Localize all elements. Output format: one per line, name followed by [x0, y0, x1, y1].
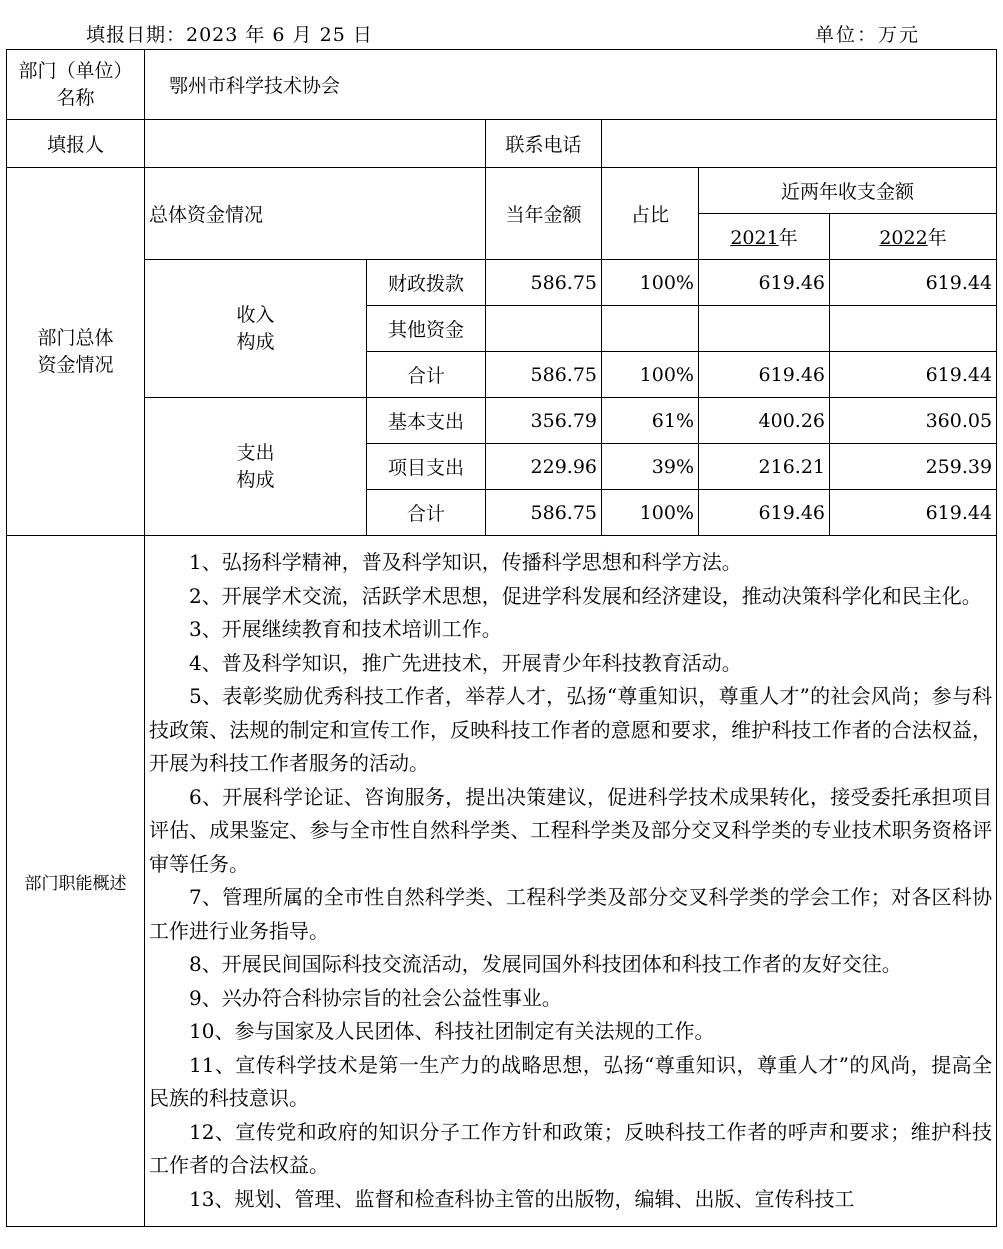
- function-item: 3、开展继续教育和技术培训工作。: [189, 617, 502, 641]
- current-amount-header: 当年金额: [486, 168, 602, 260]
- row-2021[interactable]: 619.46: [699, 260, 830, 306]
- function-text[interactable]: [145, 536, 997, 1227]
- row-name: 财政拨款: [367, 260, 486, 306]
- dept-label-cell: [7, 50, 145, 120]
- row-ratio[interactable]: 100%: [602, 260, 699, 306]
- function-item: 7、管理所属的全市性自然科学类、工程科学类及部分交叉科学类的学会工作；对各区科协工作进行业务指导。: [149, 885, 993, 943]
- row-2022[interactable]: 259.39: [830, 444, 997, 490]
- row-2021[interactable]: 216.21: [699, 444, 830, 490]
- row-2022[interactable]: 619.44: [830, 352, 997, 398]
- row-2022[interactable]: [830, 306, 997, 352]
- row-2022[interactable]: 619.44: [830, 490, 997, 536]
- row-ratio[interactable]: 61%: [602, 398, 699, 444]
- income-group-label: [145, 260, 367, 398]
- unit-label: 单位：万元: [815, 24, 921, 46]
- function-item: 10、参与国家及人民团体、科技社团制定有关法规的工作。: [189, 1019, 715, 1043]
- row-2022[interactable]: 619.44: [830, 260, 997, 306]
- function-label: 部门职能概述: [7, 536, 145, 1227]
- fund-section-label-line2: 资金情况: [37, 353, 114, 376]
- year-2021-header: [699, 214, 830, 260]
- dept-label-line2: 名称: [56, 86, 95, 109]
- function-item: 6、开展科学论证、咨询服务，提出决策建议，促进科学技术成果转化，接受委托承担项目评估、成果鉴定、参与全市性自然科学类、工程科学类及部分交叉科学类的专业技术职务资格评审等任务。: [149, 784, 993, 876]
- year-unit: 年: [778, 227, 798, 249]
- year-2022: 2022: [879, 227, 928, 249]
- row-amount[interactable]: 586.75: [486, 260, 602, 306]
- row-ratio[interactable]: [602, 306, 699, 352]
- fund-section-label: [7, 168, 145, 536]
- row-name: 基本支出: [367, 398, 486, 444]
- ratio-header: 占比: [602, 168, 699, 260]
- year-2022-header: [830, 214, 997, 260]
- dept-label-line1: 部门（单位）: [18, 59, 133, 82]
- row-amount[interactable]: 586.75: [486, 352, 602, 398]
- row-name: 合计: [367, 352, 486, 398]
- overall-fund-label: 总体资金情况: [145, 168, 486, 260]
- row-2021[interactable]: 619.46: [699, 490, 830, 536]
- filler-value[interactable]: [145, 120, 486, 168]
- function-item: 9、兴办符合科协宗旨的社会公益性事业。: [189, 985, 562, 1010]
- function-item: 2、开展学术交流，活跃学术思想，促进学科发展和经济建设，推动决策科学化和民主化。: [189, 583, 982, 608]
- row-ratio[interactable]: 100%: [602, 352, 699, 398]
- table-row: [7, 398, 997, 444]
- fill-date: 填报日期：2023 年 6 月 25 日: [86, 24, 373, 46]
- row-ratio[interactable]: 100%: [602, 490, 699, 536]
- function-item: 11、宣传科学技术是第一生产力的战略思想，弘扬“尊重知识，尊重人才”的风尚，提高全民族的科技意识。: [149, 1052, 993, 1110]
- expense-group-label: [145, 398, 367, 536]
- phone-value[interactable]: [602, 120, 997, 168]
- function-item: 13、规划、管理、监督和检查科协主管的出版物，编辑、出版、宣传科技工: [189, 1186, 855, 1211]
- row-name: 其他资金: [367, 306, 486, 352]
- row-name: 项目支出: [367, 444, 486, 490]
- two-year-header: 近两年收支金额: [699, 168, 997, 214]
- row-name: 合计: [367, 490, 486, 536]
- function-item: 4、普及科学知识，推广先进技术，开展青少年科技教育活动。: [189, 650, 742, 675]
- row-2021[interactable]: [699, 306, 830, 352]
- row-2021[interactable]: 400.26: [699, 398, 830, 444]
- function-item: 8、开展民间国际科技交流活动，发展同国外科技团体和科技工作者的友好交往。: [189, 952, 902, 976]
- fund-form-table: [6, 49, 997, 1227]
- row-amount[interactable]: [486, 306, 602, 352]
- year-unit: 年: [927, 227, 947, 249]
- expense-group-line2: 构成: [236, 468, 275, 491]
- phone-label: 联系电话: [486, 120, 602, 168]
- fund-section-label-line1: 部门总体: [37, 326, 114, 349]
- table-row: [7, 260, 997, 306]
- function-item: 5、表彰奖励优秀科技工作者，举荐人才，弘扬“尊重知识，尊重人才”的社会风尚；参与科技政策、法规的制定和宣传工作，反映科技工作者的意愿和要求，维护科技工作者的合法权益，开展为科技工作者服务的活动。: [149, 684, 993, 775]
- year-2021: 2021: [730, 227, 779, 249]
- row-ratio[interactable]: 39%: [602, 444, 699, 490]
- function-item: 12、宣传党和政府的知识分子工作方针和政策；反映科技工作者的呼声和要求；维护科技工作者的合法权益。: [149, 1119, 993, 1177]
- row-2021[interactable]: 619.46: [699, 352, 830, 398]
- income-group-line1: 收入: [236, 303, 275, 326]
- expense-group-line1: 支出: [236, 441, 275, 464]
- function-item: 1、弘扬科学精神，普及科学知识，传播科学思想和科学方法。: [189, 550, 742, 574]
- row-amount[interactable]: 229.96: [486, 444, 602, 490]
- row-amount[interactable]: 356.79: [486, 398, 602, 444]
- row-2022[interactable]: 360.05: [830, 398, 997, 444]
- dept-name[interactable]: 鄂州市科学技术协会: [145, 50, 997, 120]
- income-group-line2: 构成: [236, 330, 275, 353]
- filler-label: 填报人: [7, 120, 145, 168]
- row-amount[interactable]: 586.75: [486, 490, 602, 536]
